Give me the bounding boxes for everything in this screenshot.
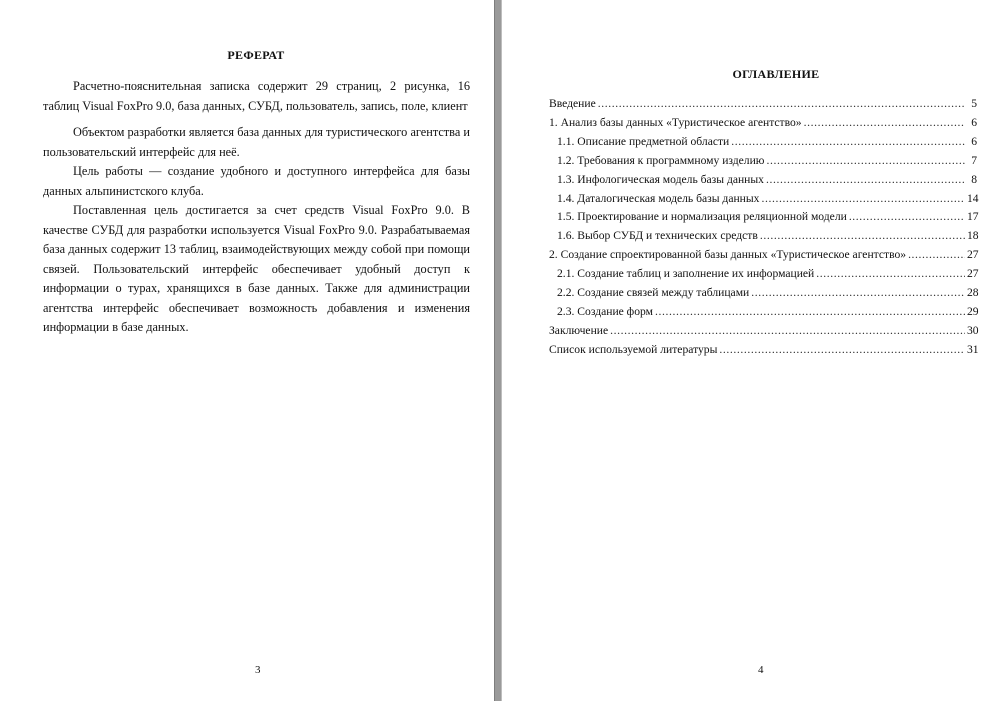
- toc-entry-label: 1.3. Инфологическая модель базы данных: [557, 172, 764, 186]
- toc-leader-dots: [849, 208, 965, 226]
- toc-entry-label: 1.4. Даталогическая модель базы данных: [557, 191, 760, 205]
- toc-entry-label: Заключение: [549, 323, 609, 337]
- toc-leader-dots: [760, 227, 965, 245]
- toc-entry-page: 31: [967, 342, 979, 356]
- toc-entry-page: 29: [967, 304, 979, 318]
- toc-leader-dots: [719, 341, 965, 359]
- toc-leader-dots: [598, 95, 965, 113]
- toc-leader-dots: [751, 284, 965, 302]
- abstract-paragraph-3: [43, 162, 470, 201]
- toc-entry-label: 1.6. Выбор СУБД и технических средств: [557, 229, 758, 243]
- toc-entry: [557, 152, 977, 170]
- abstract-paragraph-2-text: Объектом разработки является база данных для туристического агентства и пользовательский интерфейс для неё.: [43, 125, 470, 159]
- toc-entry: [549, 95, 977, 113]
- toc-entry-label: 2.1. Создание таблиц и заполнение их информацией: [557, 267, 815, 281]
- toc-entry: [549, 246, 977, 264]
- page-number-right: 4: [758, 664, 764, 676]
- toc-entry: [557, 227, 977, 245]
- toc-leader-dots: [908, 246, 965, 264]
- toc-entry-label: 2.2. Создание связей между таблицами: [557, 286, 750, 299]
- toc-entry-page: 6: [971, 115, 977, 129]
- toc-entry-label: 2.3. Создание форм: [557, 304, 653, 318]
- page-gutter-divider: [494, 0, 502, 701]
- toc-entry-page: 27: [967, 267, 979, 281]
- toc-entry-page: 14: [967, 191, 979, 205]
- toc-entry: [549, 341, 977, 359]
- toc-title: ОГЛАВЛЕНИЕ: [732, 67, 820, 81]
- toc-entry-label: Введение: [549, 97, 596, 110]
- toc-leader-dots: [610, 322, 965, 340]
- abstract-paragraph-3-text: Цель работы — создание удобного и доступного интерфейса для базы данных альпинистского клуба.: [43, 164, 470, 198]
- toc-entry: [557, 284, 977, 302]
- toc-entry-page: 7: [971, 153, 977, 167]
- abstract-paragraph-4: [43, 201, 470, 338]
- toc-entry-page: 27: [967, 248, 979, 262]
- abstract-paragraph-1-text: Расчетно-пояснительная записка содержит 29 страниц, 2 рисунка, 16 таблиц Visual FoxPro 9.0, база данных, СУБД, пользователь, запись, поле, клиент: [43, 79, 470, 113]
- toc-leader-dots: [766, 171, 965, 189]
- toc-leader-dots: [731, 133, 965, 151]
- abstract-paragraph-4-text: Поставленная цель достигается за счет средств Visual FoxPro 9.0. В качестве СУБД для разработки используется Visual FoxPro 9.0. Разрабатываемая база данных содержит 13 таблиц, взаимодействующих между собой при помощи связей. Пользовательский интерфейс обеспечивает удобный доступ к информации о турах, хранящихся в базе данных. Также для администрации агентства интерфейс обеспечивает возможность добавления и изменения информации в базе данных.: [43, 203, 470, 334]
- toc-entry-label: 1.5. Проектирование и нормализация реляционной модели: [557, 210, 847, 224]
- toc-entry: [557, 190, 977, 208]
- page-right: [502, 0, 1000, 701]
- toc-entry: [549, 322, 977, 340]
- toc-entry: [549, 114, 977, 132]
- toc-entry: [557, 303, 977, 321]
- toc-entry: [557, 265, 977, 283]
- toc-entry-page: 28: [967, 286, 979, 299]
- toc-entry-label: Список используемой литературы: [549, 342, 718, 356]
- toc-entry-page: 30: [967, 323, 979, 337]
- toc-entry-page: 6: [971, 134, 977, 148]
- toc-entry: [557, 133, 977, 151]
- toc-entry-label: 1.2. Требования к программному изделию: [557, 153, 765, 167]
- toc-leader-dots: [816, 265, 965, 283]
- toc-entry-page: 5: [971, 97, 977, 110]
- toc-entry-label: 1. Анализ базы данных «Туристическое агентство»: [549, 115, 802, 129]
- toc-entry: [557, 171, 977, 189]
- toc-entry-page: 18: [967, 229, 979, 243]
- abstract-paragraph-2: [43, 123, 470, 162]
- toc-leader-dots: [655, 303, 965, 321]
- abstract-title: РЕФЕРАТ: [227, 48, 285, 62]
- toc-entry: [557, 208, 977, 226]
- abstract-paragraph-1: [43, 77, 470, 116]
- toc-leader-dots: [766, 152, 965, 170]
- page-number-left: 3: [255, 664, 261, 676]
- toc-entry-label: 1.1. Описание предметной области: [557, 134, 730, 148]
- page-left: [0, 0, 494, 701]
- toc-entry-page: 8: [971, 172, 977, 186]
- toc-leader-dots: [804, 114, 965, 132]
- toc-entry-page: 17: [967, 210, 979, 224]
- toc-leader-dots: [761, 190, 965, 208]
- toc-entry-label: 2. Создание спроектированной базы данных «Туристическое агентство»: [549, 248, 907, 262]
